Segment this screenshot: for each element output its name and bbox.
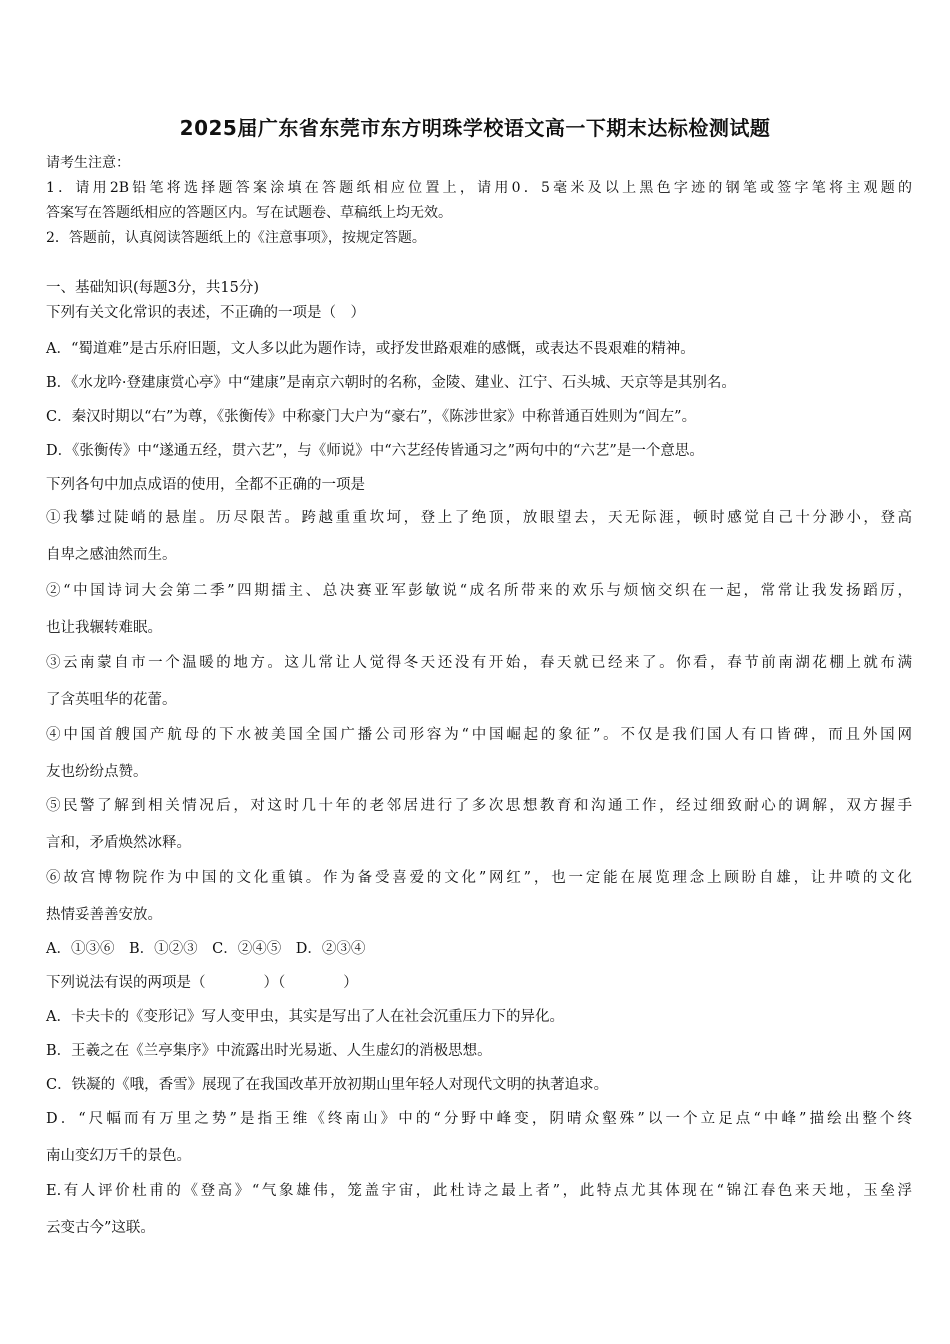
q3-option-d-line-1: D．“尺幅而有万里之势”是指王维《终南山》中的“分野中峰变，阴晴众壑殊”以一个立足点“中峰”描绘出整个终 <box>46 1111 912 1127</box>
q3-option-d-line-2: 南山变幻万千的景色。 <box>46 1148 191 1164</box>
q2-stem: 下列各句中加点成语的使用，全都不正确的一项是 <box>46 477 365 493</box>
q2-sentence-4-line-2: 友也纷纷点赞。 <box>46 764 148 780</box>
q3-option-a: A．卡夫卡的《变形记》写人变甲虫，其实是写出了人在社会沉重压力下的异化。 <box>46 1009 564 1025</box>
q1-option-c: C．秦汉时期以“右”为尊，《张衡传》中称豪门大户为“豪右”，《陈涉世家》中称普通百姓则为“闾左”。 <box>46 409 697 425</box>
q1-stem: 下列有关文化常识的表述，不正确的一项是（ ） <box>46 305 365 321</box>
q2-sentence-5-line-2: 言和，矛盾焕然冰释。 <box>46 835 191 851</box>
q2-sentence-3-line-2: 了含英咀华的花蕾。 <box>46 692 177 708</box>
q3-option-e-line-2: 云变古今”这联。 <box>46 1220 155 1236</box>
q1-option-b: B．《水龙吟·登建康赏心亭》中“建康”是南京六朝时的名称，金陵、建业、江宁、石头城、天京等是其别名。 <box>46 375 736 391</box>
exam-title: 2025届广东省东莞市东方明珠学校语文高一下期末达标检测试题 <box>179 116 771 140</box>
notice-heading: 请考生注意： <box>46 155 130 171</box>
q2-sentence-1-line-1: ①我攀过陡峭的悬崖。历尽限苦。跨越重重坎坷，登上了绝顶，放眼望去，天无际涯，顿时感觉自己十分渺小，登高 <box>46 510 912 526</box>
q2-sentence-6-line-1: ⑥故宫博物院作为中国的文化重镇。作为备受喜爱的文化”网红”，也一定能在展览理念上顾盼自雄，让井喷的文化 <box>46 870 912 886</box>
notice-item-1-line-1: 1．请用2B铅笔将选择题答案涂填在答题纸相应位置上，请用0．5毫米及以上黑色字迹的钢笔或签字笔将主观题的 <box>46 180 912 196</box>
q3-option-c: C．铁凝的《哦，香雪》展现了在我国改革开放初期山里年轻人对现代文明的执著追求。 <box>46 1077 609 1093</box>
q1-option-d: D．《张衡传》中“遂通五经，贯六艺”，与《师说》中“六艺经传皆通习之”两句中的“六艺”是一个意思。 <box>46 443 704 459</box>
q3-option-e-line-1: E.有人评价杜甫的《登高》“气象雄伟，笼盖宇宙，此杜诗之最上者”，此特点尤其体现在“锦江春色来天地，玉垒浮 <box>46 1183 912 1199</box>
q2-sentence-4-line-1: ④中国首艘国产航母的下水被美国全国广播公司形容为“中国崛起的象征”。不仅是我们国人有口皆碑，而且外国网 <box>46 727 912 743</box>
q2-sentence-2-line-1: ②“中国诗词大会第二季”四期擂主、总决赛亚军彭敏说“成名所带来的欢乐与烦恼交织在一起，常常让我发扬蹈厉， <box>46 583 912 599</box>
q2-sentence-1-line-2: 自卑之感油然而生。 <box>46 547 177 563</box>
notice-item-2: 2．答题前，认真阅读答题纸上的《注意事项》，按规定答题。 <box>46 230 426 246</box>
q3-stem: 下列说法有误的两项是（ ）（ ） <box>46 975 358 991</box>
notice-item-1-line-2: 答案写在答题纸相应的答题区内。写在试题卷、草稿纸上均无效。 <box>46 205 452 221</box>
q1-option-a: A．“蜀道难”是古乐府旧题，文人多以此为题作诗，或抒发世路艰难的感慨，或表达不畏艰难的精神。 <box>46 341 695 357</box>
q2-sentence-6-line-2: 热情妥善善安放。 <box>46 907 162 923</box>
q2-sentence-2-line-2: 也让我辗转难眠。 <box>46 620 162 636</box>
q2-options: A．①③⑥ B．①②③ C．②④⑤ D．②③④ <box>46 941 366 957</box>
q2-sentence-5-line-1: ⑤民警了解到相关情况后，对这时几十年的老邻居进行了多次思想教育和沟通工作，经过细致耐心的调解，双方握手 <box>46 798 912 814</box>
q2-sentence-3-line-1: ③云南蒙自市一个温暖的地方。这儿常让人觉得冬天还没有开始，春天就已经来了。你看，春节前南湖花棚上就布满 <box>46 655 912 671</box>
section-heading: 一、基础知识(每题3分，共15分) <box>46 280 259 296</box>
q3-option-b: B．王羲之在《兰亭集序》中流露出时光易逝、人生虚幻的消极思想。 <box>46 1043 492 1059</box>
